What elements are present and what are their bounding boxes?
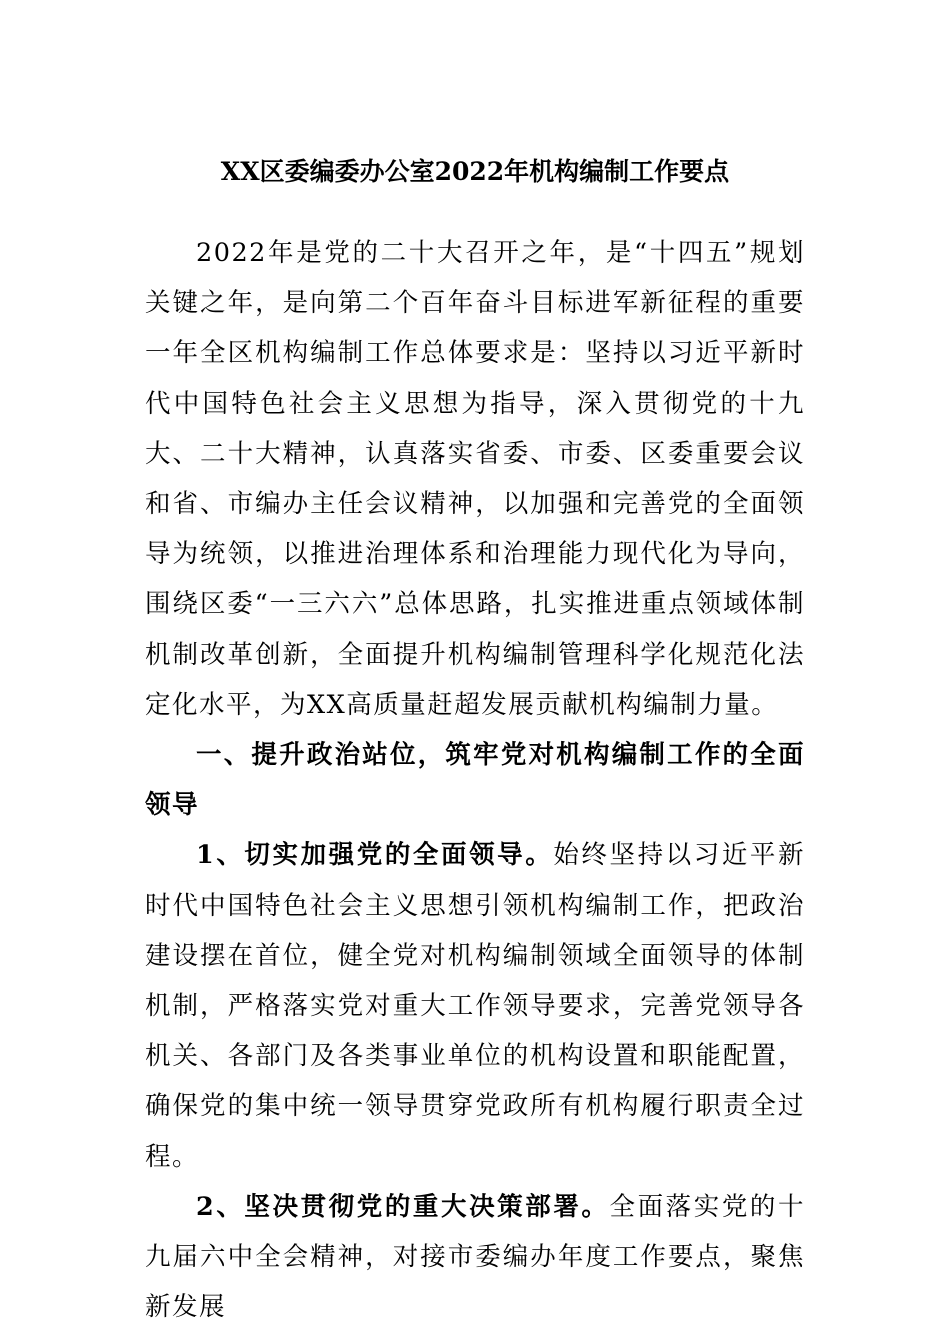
item-lead-1: 1、切实加强党的全面领导。 [196, 840, 554, 871]
item-paragraph-2 [145, 1182, 805, 1333]
section-heading: 一、提升政治站位，筑牢党对机构编制工作的全面领导 [145, 740, 805, 821]
item-lead-2: 2、坚决贯彻党的重大决策部署。 [196, 1191, 610, 1222]
item-text-2: 全面落实党的十九届六中全会精神，对接市委编办年度工作要点，聚焦新发展 [145, 1191, 805, 1323]
document-body [145, 228, 805, 1332]
document-title: XX区委编委办公室2022年机构编制工作要点 [220, 157, 730, 186]
intro-paragraph: 2022年是党的二十大召开之年，是“十四五”规划关键之年，是向第二个百年奋斗目标进军新征程的重要一年全区机构编制工作总体要求是：坚持以习近平新时代中国特色社会主义思想为指导，深入贯彻党的十九大、二十大精神，认真落实省委、市委、区委重要会议和省、市编办主任会议精神，以加强和完善党的全面领导为统领，以推进治理体系和治理能力现代化为导向，围绕区委“一三六六”总体思路，扎实推进重点领域体制机制改革创新，全面提升机构编制管理科学化规范化法定化水平，为XX高质量赶超发展贡献机构编制力量。 [145, 238, 805, 720]
item-paragraph-1 [145, 830, 805, 1181]
item-text-1: 始终坚持以习近平新时代中国特色社会主义思想引领机构编制工作，把政治建设摆在首位，健全党对机构编制领域全面领导的体制机制，严格落实党对重大工作领导要求，完善党领导各机关、各部门及各类事业单位的机构设置和职能配置，确保党的集中统一领导贯穿党政所有机构履行职责全过程。 [145, 840, 805, 1172]
